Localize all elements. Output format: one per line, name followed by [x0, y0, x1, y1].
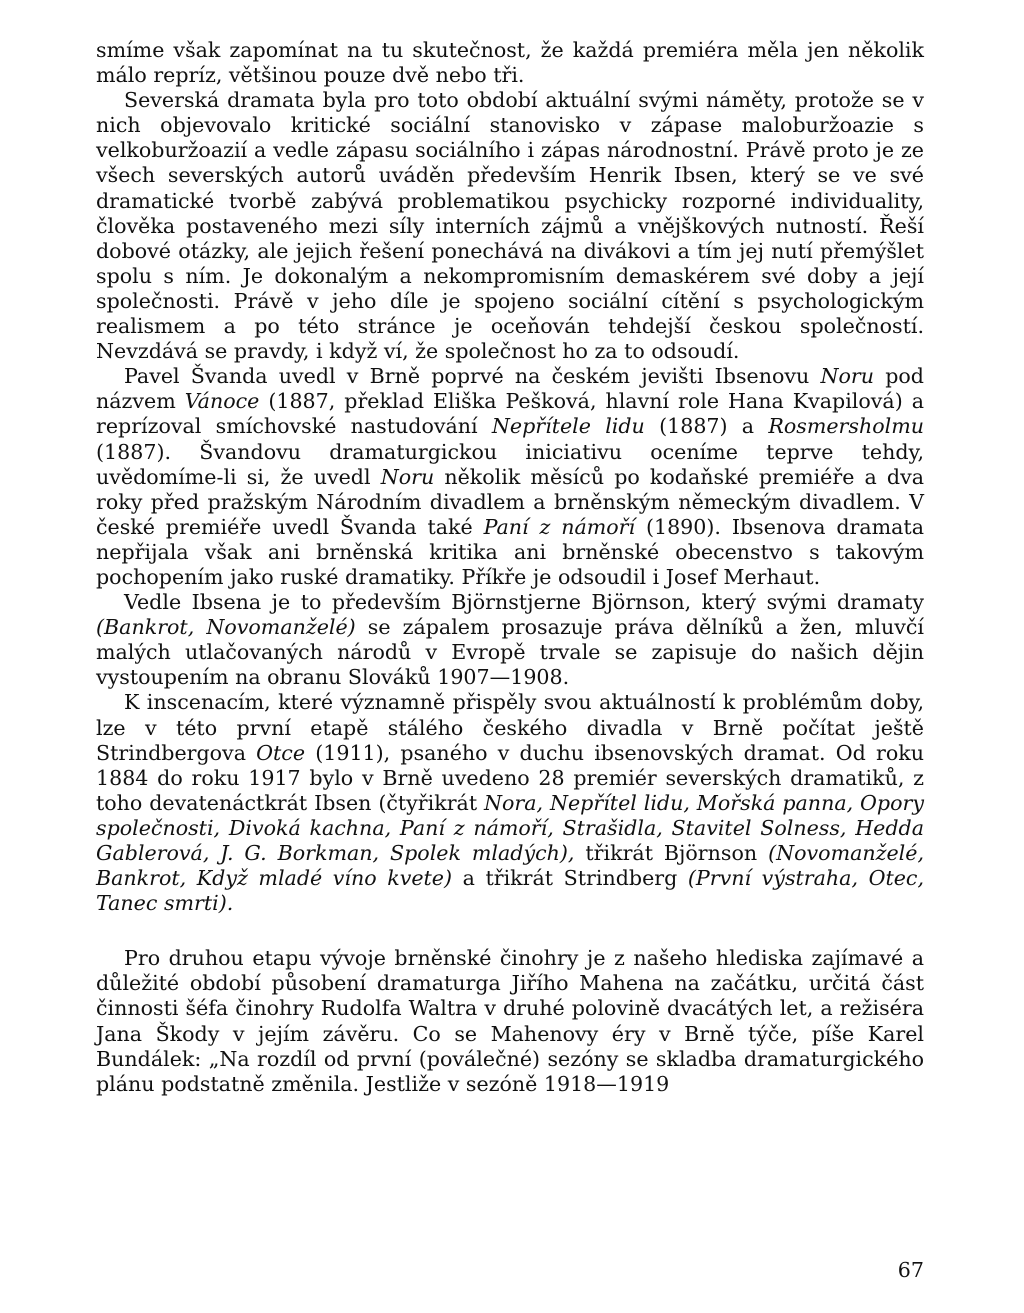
paragraph-5-text: a třikrát Strindberg	[452, 866, 688, 891]
paragraph-3-title-nepritele-lidu: Nepřítele lidu	[491, 414, 645, 439]
paragraph-5-text: třikrát Björnson	[574, 841, 769, 865]
paragraph-5-title-otce: Otce	[256, 740, 306, 765]
paragraph-3-text: (1887) a	[644, 414, 769, 439]
paragraph-3-title-noru: Noru	[820, 364, 875, 389]
paragraph-4-text: se zápalem prosazuje práva dělníků a žen, mluvčí malých utlačovaných národů v Evropě trvale se zapisuje do našich dějin vystoupením na obranu Slováků 1907—1908.	[96, 615, 924, 690]
paragraph-5-bjornson-titles: (Novomanželé, Bankrot, Když mladé víno kvete)	[96, 841, 924, 891]
paragraph-3-text: několik měsíců po kodaňské premiéře a dva roky před pražským Národním divadlem a brněnským německým divadlem. V české premiéře uvedl Švanda také	[96, 464, 925, 539]
paragraph-2	[96, 88, 924, 364]
paragraph-3-text: (1887, překlad Eliška Pešková, hlavní role Hana Kvapilová) a reprízoval smíchovské nastudování	[96, 389, 924, 439]
paragraph-6	[96, 946, 924, 1097]
paragraph-3-title-rosmersholmu: Rosmersholmu	[768, 414, 924, 439]
paragraph-5-text: (1911), psaného v duchu ibsenovských dramat. Od roku 1884 do roku 1917 bylo v Brně uvedeno 28 premiér severských dramatiků, z toho devatenáctkrát Ibsen (čtyřikrát	[96, 740, 924, 815]
paragraph-4-titles: (Bankrot, Novomanželé)	[96, 615, 356, 640]
paragraph-1	[96, 38, 924, 88]
paragraph-3-title-noru: Noru	[380, 464, 435, 489]
paragraph-3-title-vanoce: Vánoce	[184, 389, 260, 414]
page-body	[96, 38, 924, 1097]
page-number: 67	[897, 1258, 924, 1282]
paragraph-6-text: Pro druhou etapu vývoje brněnské činohry je z našeho hlediska zajímavé a důležité období působení dramaturga Jiřího Mahena na začátku, určitá část činnosti šéfa činohry Rudolfa Waltra v druhé polovině dvacátých let, a režiséra Jana Škody v jejím závěru. Co se Mahenovy éry v Brně týče, píše Karel Bundálek: „Na rozdíl od první (poválečné) sezóny se skladba dramaturgického plánu podstatně změnila. Jestliže v sezóně 1918—1919	[96, 946, 924, 1096]
paragraph-4-text: Vedle Ibsena je to především Björnstjerne Björnson, který svými dramaty	[124, 590, 924, 615]
paragraph-3-text: pod názvem	[96, 364, 924, 414]
paragraph-4	[96, 590, 924, 690]
paragraph-3-text: (1887). Švandovu dramaturgickou iniciativu oceníme teprve tehdy, uvědomíme-li si, že uvedl	[96, 439, 924, 489]
paragraph-5-text: K inscenacím, které významně přispěly svou aktuálností k problémům doby, lze v této první etapě stálého českého divadla v Brně počítat ještě Strindbergova	[96, 690, 924, 765]
paragraph-3-text: Pavel Švanda uvedl v Brně poprvé na českém jevišti Ibsenovu	[124, 364, 821, 389]
paragraph-3-title-pani-z-namori: Paní z námoří	[483, 514, 636, 539]
paragraph-5-strindberg-titles: (První výstraha, Otec, Tanec smrti).	[96, 866, 924, 916]
paragraph-5	[96, 690, 924, 916]
paragraph-1-text: smíme však zapomínat na tu skutečnost, že každá premiéra měla jen několik málo repríz, většinou pouze dvě nebo tři.	[96, 38, 924, 88]
paragraph-5-ibsen-titles: Nora, Nepřítel lidu, Mořská panna, Opory společnosti, Divoká kachna, Paní z námoří, Strašidla, Stavitel Solness, Hedda Gablerová, J. G. Borkman, Spolek mladých),	[96, 790, 924, 865]
paragraph-3-text: (1890). Ibsenova dramata nepřijala však ani brněnská kritika ani brněnské obecenstvo s takovým pochopením jako ruské dramatiky. Příkře je odsoudil i Josef Merhaut.	[96, 514, 924, 589]
paragraph-2-text: Severská dramata byla pro toto období aktuální svými náměty, protože se v nich objevovalo kritické sociální stanovisko v zápase maloburžoazie s velkoburžoazií a vedle zápasu sociálního i zápas národnostní. Právě proto je ze všech severských autorů uváděn především Henrik Ibsen, který se ve své dramatické tvorbě zabývá problematikou psychicky rozporné individuality, člověka postaveného mezi síly interních zájmů a vnějškových nutností. Řeší dobové otázky, ale jejich řešení ponechává na divákovi a tím jej nutí přemýšlet spolu s ním. Je dokonalým a nekompromisním demaskérem své doby a její společnosti. Právě v jeho díle je spojeno sociální cítění s psychologickým realismem a po této stránce je oceňován tehdejší českou společností. Nevzdává se pravdy, i když ví, že společnost ho za to odsoudí.	[96, 88, 924, 364]
paragraph-3	[96, 364, 924, 590]
